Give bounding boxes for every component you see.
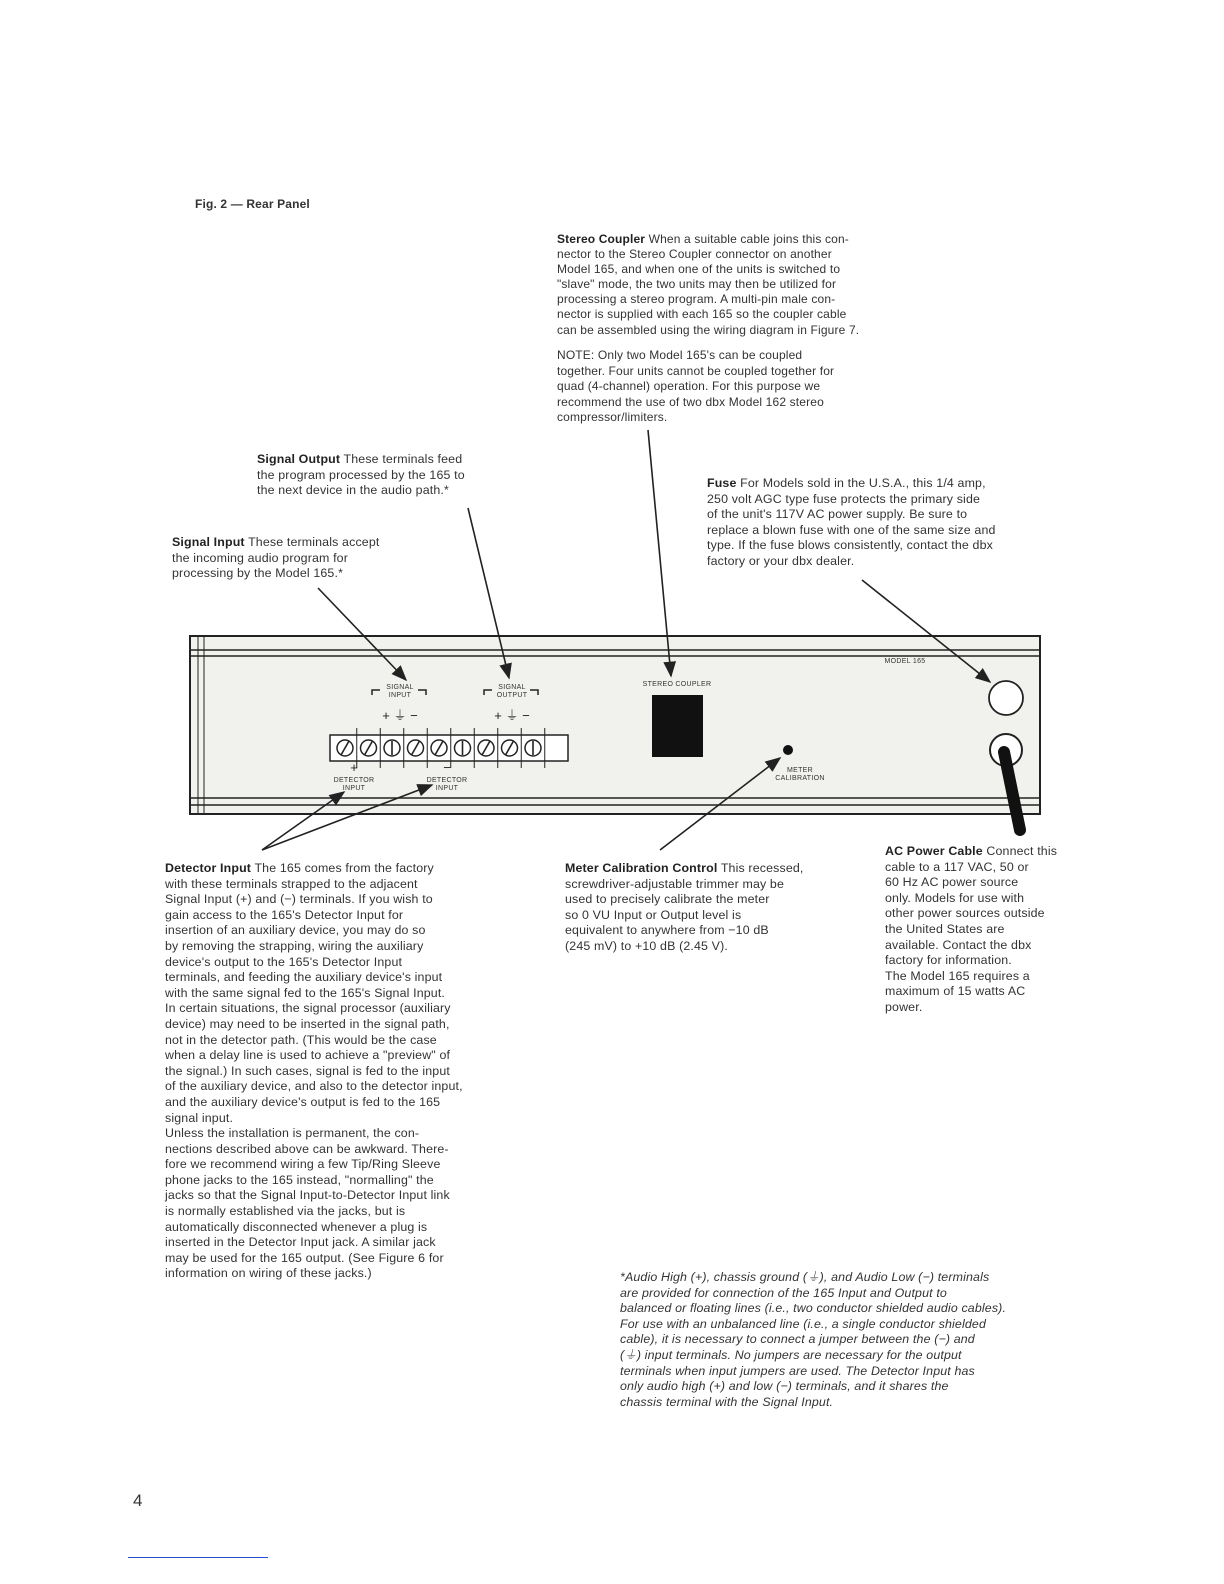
meter-calibration-description — [565, 861, 804, 955]
text-line: insertion of an auxiliary device, you may do so — [165, 923, 426, 938]
text-line: the next device in the audio path.* — [257, 483, 449, 498]
panel-label-model: MODEL 165 — [884, 658, 926, 665]
text-line: Unless the installation is permanent, the con- — [165, 1126, 420, 1141]
text-line: so 0 VU Input or Output level is — [565, 907, 742, 922]
panel-label-detector-input-minus: DETECTOR INPUT — [426, 777, 468, 792]
text-line: the United States are — [885, 921, 1005, 936]
text-line: type. If the fuse blows consistently, contact the dbx — [707, 538, 993, 553]
text-line: may be used for the 165 output. (See Figure 6 for — [165, 1250, 444, 1265]
text-line: with the same signal fed to the 165's Signal Input. — [165, 985, 446, 1000]
text-line: compressor/limiters. — [557, 410, 668, 425]
text-line: NOTE: Only two Model 165's can be coupled — [557, 348, 803, 362]
text-line: inserted in the Detector Input jack. A similar jack — [165, 1235, 436, 1250]
text-line: of the unit's 117V AC power supply. Be sure to — [707, 507, 968, 522]
detector-minus-symbol: − — [443, 760, 451, 775]
text-line: (245 mV) to +10 dB (2.45 V). — [565, 938, 728, 953]
text-line: 250 volt AGC type fuse protects the primary side — [707, 491, 981, 506]
panel-label-stereo-coupler: STEREO COUPLER — [642, 681, 712, 688]
signal-input-terminal-symbols: + ⏚ − — [382, 708, 418, 723]
text-line: (⏚) input terminals. No jumpers are necessary for the output — [620, 1347, 962, 1362]
text-line: chassis terminal with the Signal Input. — [620, 1394, 834, 1409]
text-line: These terminals feed — [340, 452, 463, 466]
text-line: In certain situations, the signal processor (auxiliary — [165, 1001, 451, 1016]
text-line: "slave" mode, the two units may then be utilized for — [557, 277, 837, 292]
text-line: nector to the Stereo Coupler connector on another — [557, 247, 832, 262]
detector-plus-symbol: + — [350, 760, 358, 775]
footnote — [620, 1270, 1006, 1410]
text-line: 60 Hz AC power source — [885, 875, 1019, 890]
text-line: information on wiring of these jacks.) — [165, 1266, 372, 1281]
text-line: of the auxiliary device, and also to the detector input, — [165, 1079, 463, 1094]
text-line: only. Models for use with — [885, 890, 1025, 905]
text-line: device) may need to be inserted in the signal path, — [165, 1016, 450, 1031]
text-line: are provided for connection of the 165 Input and Output to — [620, 1285, 947, 1300]
fuse-heading: Fuse — [707, 476, 737, 490]
fuse-holder — [989, 681, 1023, 715]
text-line: When a suitable cable joins this con- — [645, 232, 849, 246]
text-line: Model 165, and when one of the units is switched to — [557, 262, 841, 277]
text-line: when a delay line is used to achieve a "preview" of — [165, 1048, 451, 1063]
text-line: processing by the Model 165.* — [172, 566, 344, 581]
figure-title: Fig. 2 — Rear Panel — [195, 197, 310, 211]
signal-output-terminal-symbols: + ⏚ − — [494, 708, 530, 723]
text-line: terminals when input jumpers are used. The Detector Input has — [620, 1363, 975, 1378]
stereo-coupler-connector — [652, 695, 703, 757]
text-line: power. — [885, 999, 923, 1014]
text-line: with these terminals strapped to the adjacent — [165, 876, 418, 891]
text-line: maximum of 15 watts AC — [885, 984, 1026, 999]
text-line: Connect this — [982, 844, 1058, 858]
panel-label-meter-calibration: METER CALIBRATION — [775, 767, 825, 782]
text-line: together. Four units cannot be coupled together for — [557, 363, 835, 378]
text-line: by removing the strapping, wiring the auxiliary — [165, 938, 424, 953]
text-line: not in the detector path. (This would be the case — [165, 1032, 437, 1047]
text-line: This recessed, — [717, 861, 804, 875]
text-line: nections described above can be awkward. There- — [165, 1141, 449, 1156]
text-line: Signal Input (+) and (−) terminals. If you wish to — [165, 892, 433, 907]
text-line: quad (4-channel) operation. For this purpose we — [557, 379, 821, 394]
meter-calibration-trimmer — [783, 745, 793, 755]
text-line: cable), it is necessary to connect a jumper between the (−) and — [620, 1332, 975, 1347]
text-line: jacks so that the Signal Input-to-Detector Input link — [165, 1188, 450, 1203]
text-line: screwdriver-adjustable trimmer may be — [565, 876, 785, 891]
text-line: signal input. — [165, 1110, 234, 1125]
text-line: available. Contact the dbx — [885, 937, 1032, 952]
text-line: factory or your dbx dealer. — [707, 553, 855, 568]
text-line: is normally established via the jacks, but is — [165, 1204, 406, 1219]
text-line: automatically disconnected whenever a plug is — [165, 1219, 428, 1234]
stereo-coupler-heading: Stereo Coupler — [557, 232, 646, 246]
detector-input-heading: Detector Input — [165, 861, 252, 875]
text-line: balanced or floating lines (i.e., two conductor shielded audio cables). — [620, 1301, 1007, 1316]
text-line: the incoming audio program for — [172, 550, 348, 565]
text-line: other power sources outside — [885, 906, 1045, 921]
text-line: For use with an unbalanced line (i.e., a single conductor shielded — [620, 1316, 987, 1331]
text-line: the signal.) In such cases, signal is fed to the input — [165, 1063, 450, 1078]
text-line: factory for information. — [885, 953, 1012, 968]
text-line: processing a stereo program. A multi-pin male con- — [557, 292, 836, 307]
ac-power-cable-description — [885, 844, 1057, 1016]
ac-power-cable-heading: AC Power Cable — [885, 844, 983, 858]
footer-rule — [128, 1557, 268, 1558]
text-line: device's output to the 165's Detector Input — [165, 954, 403, 969]
text-line: cable to a 117 VAC, 50 or — [885, 859, 1029, 874]
text-line: only audio high (+) and low (−) terminals, and it shares the — [620, 1379, 949, 1394]
meter-calibration-heading: Meter Calibration Control — [565, 861, 718, 875]
panel-label-signal-input: SIGNAL INPUT — [386, 684, 414, 699]
text-line: replace a blown fuse with one of the same size and — [707, 522, 996, 537]
text-line: For Models sold in the U.S.A., this 1/4 amp, — [736, 476, 986, 490]
text-line: terminals, and feeding the auxiliary device's input — [165, 970, 443, 985]
text-line: the program processed by the 165 to — [257, 467, 465, 482]
text-line: fore we recommend wiring a few Tip/Ring Sleeve — [165, 1157, 441, 1172]
text-line: The 165 comes from the factory — [251, 861, 434, 875]
text-line: nector is supplied with each 165 so the coupler cable — [557, 307, 847, 322]
page-number: 4 — [133, 1491, 143, 1510]
signal-input-heading: Signal Input — [172, 535, 245, 549]
text-line: used to precisely calibrate the meter — [565, 892, 770, 907]
panel-label-detector-input-plus: DETECTOR INPUT — [333, 777, 375, 792]
text-line: phone jacks to the 165 instead, "normalling" the — [165, 1172, 434, 1187]
text-line: *Audio High (+), chassis ground (⏚), and Audio Low (−) terminals — [620, 1270, 990, 1284]
text-line: equivalent to anywhere from −10 dB — [565, 923, 769, 938]
text-line: The Model 165 requires a — [885, 968, 1030, 983]
text-line: and the auxiliary device's output is fed to the 165 — [165, 1094, 441, 1109]
text-line: gain access to the 165's Detector Input for — [165, 907, 404, 922]
text-line: These terminals accept — [244, 535, 380, 549]
text-line: can be assembled using the wiring diagram in Figure 7. — [557, 322, 860, 337]
panel-label-signal-output: SIGNAL OUTPUT — [496, 684, 528, 699]
signal-output-heading: Signal Output — [257, 452, 341, 466]
detector-input-description — [165, 861, 463, 1282]
text-line: recommend the use of two dbx Model 162 stereo — [557, 394, 824, 409]
